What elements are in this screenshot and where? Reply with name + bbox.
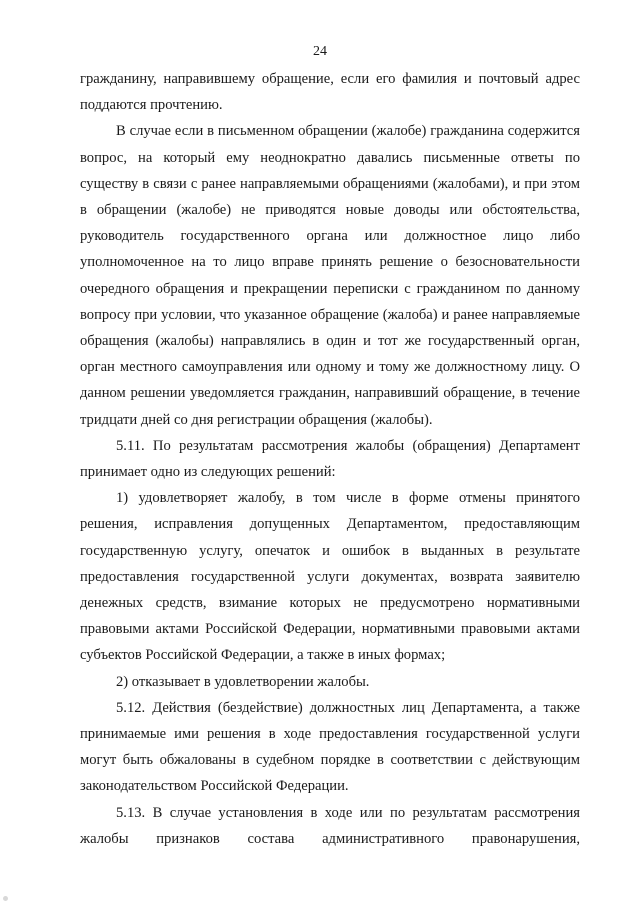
paragraph-5-13: 5.13. В случае установления в ходе или по результатам рассмотрения жалобы признаков состава административного правонарушения, — [80, 804, 580, 847]
paragraph-repeat-appeal: В случае если в письменном обращении (жалобе) гражданина содержится вопрос, на который ему неоднократно давались письменные ответы по существу в связи с ранее направляемыми обращениями (жалобами), и при этом в обращении (жалобе) не приводятся новые доводы или обстоятельства, руководитель государственного органа или должностное лицо либо уполномоченное на то лицо вправе принять решение о безосновательности очередного обращения и прекращении переписки с гражданином по данному вопросу при условии, что указанное обращение (жалоба) и ранее направляемые обращения (жалобы) направлялись в один и тот же государственный орган, орган местного самоуправления или одному и тому же должностному лицу. О данном решении уведомляется гражданин, направивший обращение, в течение тридцати дней со дня регистрации обращения (жалобы). — [80, 123, 580, 428]
paragraph-5-12: 5.12. Действия (бездействие) должностных лиц Департамента, а также принимаемые ими решения в ходе предоставления государственной услуги могут быть обжалованы в судебном порядке в соответствии с действующим законодательством Российской Федерации. — [80, 699, 580, 795]
paragraph-5-11-item-2: 2) отказывает в удовлетворении жалобы. — [116, 673, 370, 690]
paragraph-continuation: гражданину, направившему обращение, если его фамилия и почтовый адрес поддаются прочтению. — [80, 71, 580, 114]
scan-artifact — [3, 896, 8, 901]
document-body — [80, 66, 580, 852]
paragraph-5-11: 5.11. По результатам рассмотрения жалобы (обращения) Департамент принимает одно из следующих решений: — [80, 437, 580, 481]
page-number: 24 — [313, 44, 327, 59]
paragraph-5-11-item-1: 1) удовлетворяет жалобу, в том числе в форме отмены принятого решения, исправления допущенных Департаментом, предоставляющим государственную услугу, опечаток и ошибок в выданных в результате предоставления государственной услуги документах, возврата заявителю денежных средств, взимание которых не предусмотрено нормативными правовыми актами Российской Федерации, нормативными правовыми актами субъектов Российской Федерации, а также в иных формах; — [80, 490, 580, 664]
